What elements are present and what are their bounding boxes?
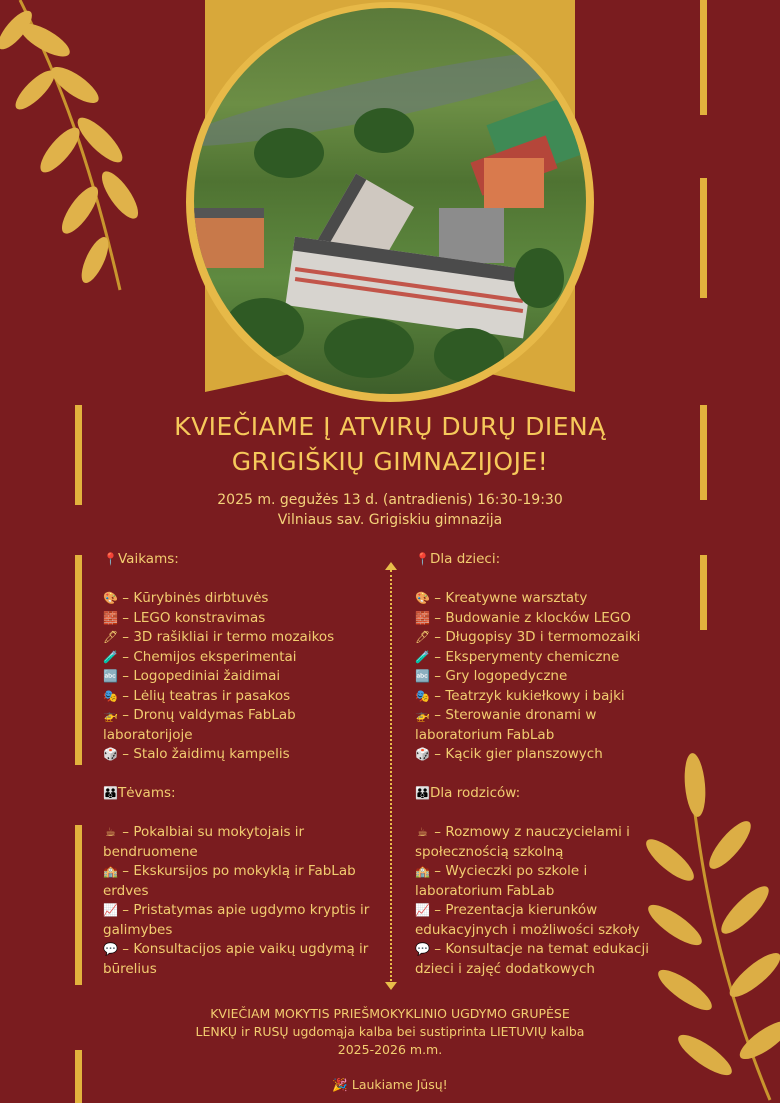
item-icon: 🔤 <box>415 669 430 683</box>
item-icon: 💬 <box>415 942 430 956</box>
left-column <box>103 550 373 979</box>
decor-bar <box>75 555 82 765</box>
item-text: – Eksperymenty chemiczne <box>434 648 620 665</box>
decor-bar <box>700 555 707 630</box>
item-text: – Budowanie z klocków LEGO <box>434 609 631 626</box>
item-text: – Chemijos eksperimentai <box>122 648 297 665</box>
item-icon: 🎨 <box>415 591 430 605</box>
closing-line: 🎉 Laukiame Jūsų! <box>332 1077 448 1092</box>
pin-icon: 📍 <box>415 552 430 566</box>
parents-heading-lt: 👪Tėvams: <box>103 784 373 804</box>
item-text: – Sterowanie dronami w laboratorium FabLab <box>415 707 597 743</box>
decor-bar <box>700 0 707 115</box>
item-text: – Wycieczki po szkole i laboratorium FabLab <box>415 863 588 899</box>
list-item <box>415 609 660 629</box>
item-text: – Konsultacje na temat edukacji dzieci i zajęć dodatkowych <box>415 941 649 977</box>
item-text: – 3D rašikliai ir termo mozaikos <box>122 629 335 645</box>
location: Vilniaus sav. Grigiskiu gimnazija <box>277 512 503 528</box>
arrow-up-icon <box>385 562 397 570</box>
item-icon: 🖊 <box>103 630 119 644</box>
item-text: – Ekskursijos po mokyklą ir FabLab erdves <box>103 863 356 899</box>
item-text: – LEGO konstravimas <box>122 609 266 626</box>
item-icon: 🎲 <box>415 747 430 761</box>
item-text: – Pokalbiai su mokytojais ir bendruomene <box>103 824 305 860</box>
item-text: – Długopisy 3D i termomozaiki <box>434 629 641 645</box>
list-item <box>103 706 373 745</box>
family-icon: 👪 <box>415 786 430 800</box>
item-icon: ☕ <box>417 825 428 839</box>
list-item <box>415 862 660 901</box>
item-icon: 🚁 <box>415 708 430 722</box>
item-icon: 💬 <box>103 942 118 956</box>
list-item <box>415 745 660 765</box>
item-text: – Dronų valdymas FabLab laboratorijoje <box>103 707 296 743</box>
list-item <box>415 628 660 648</box>
item-icon: 🎭 <box>415 688 430 703</box>
list-item <box>415 589 660 609</box>
item-text: – Pristatymas apie ugdymo kryptis ir galimybes <box>103 902 370 938</box>
list-item <box>415 940 660 979</box>
footer-line2: LENKŲ ir RUSŲ ugdomąja kalba bei sustiprinta LIETUVIŲ kalba <box>195 1024 585 1039</box>
decor-bar <box>75 825 82 985</box>
page-title-line1: KVIEČIAME Į ATVIRŲ DURŲ DIENĄ <box>174 412 606 441</box>
list-item <box>103 862 373 901</box>
page-title-line2: GRIGIŠKIŲ GIMNAZIJOJE! <box>231 447 549 476</box>
list-item <box>415 667 660 687</box>
item-text: – Stalo žaidimų kampelis <box>122 746 290 762</box>
item-text: – Konsultacijos apie vaikų ugdymą ir būrelius <box>103 941 369 977</box>
footer-line3: 2025-2026 m.m. <box>337 1042 443 1057</box>
list-item <box>103 609 373 629</box>
parents-heading-pl: 👪Dla rodziców: <box>415 784 660 804</box>
decor-bar <box>700 178 707 298</box>
item-text: – Rozmowy z nauczycielami i społecznością szkolną <box>415 824 630 860</box>
kids-heading-lt: 📍Vaikams: <box>103 550 373 570</box>
list-item <box>415 687 660 707</box>
family-icon: 👪 <box>103 786 118 800</box>
item-text: – Logopediniai žaidimai <box>122 668 281 684</box>
right-column <box>415 550 660 979</box>
pin-icon: 📍 <box>103 552 118 566</box>
item-text: – Gry logopedyczne <box>434 668 568 684</box>
item-icon: 📈 <box>415 903 430 917</box>
item-text: – Kącik gier planszowych <box>434 746 603 762</box>
item-text: – Teatrzyk kukiełkowy i bajki <box>434 687 625 704</box>
list-item <box>103 648 373 668</box>
item-icon: 🏫 <box>103 864 118 878</box>
item-icon: 🏫 <box>415 864 430 878</box>
item-icon: 🚁 <box>103 708 118 722</box>
item-icon: 🎨 <box>103 591 118 605</box>
leaf-branch-top-left-icon <box>0 0 150 300</box>
party-icon: 🎉 <box>332 1077 348 1092</box>
list-item <box>415 706 660 745</box>
item-icon: ☕ <box>105 825 116 839</box>
list-item <box>103 687 373 707</box>
kids-heading-pl: 📍Dla dzieci: <box>415 550 660 570</box>
list-item <box>103 589 373 609</box>
item-icon: 🧪 <box>415 649 430 664</box>
list-item <box>103 628 373 648</box>
list-item <box>415 901 660 940</box>
item-icon: 🎲 <box>103 747 118 761</box>
column-divider <box>390 570 392 985</box>
item-icon: 🧱 <box>415 610 430 625</box>
item-text: – Lėlių teatras ir pasakos <box>122 687 291 704</box>
item-icon: 🔤 <box>103 669 118 683</box>
footer-line1: KVIEČIAM MOKYTIS PRIEŠMOKYKLINIO UGDYMO GRUPĖSE <box>210 1006 570 1021</box>
list-item <box>103 940 373 979</box>
list-item <box>103 901 373 940</box>
school-aerial-photo <box>194 8 586 394</box>
list-item <box>415 648 660 668</box>
item-icon: 🧪 <box>103 649 118 664</box>
list-item <box>103 667 373 687</box>
arrow-down-icon <box>385 982 397 990</box>
list-item <box>103 823 373 862</box>
date-time: 2025 m. gegužės 13 d. (antradienis) 16:30-19:30 <box>217 492 563 508</box>
item-icon: 🖊 <box>415 630 431 644</box>
item-text: – Kreatywne warsztaty <box>434 590 588 606</box>
list-item <box>415 823 660 862</box>
list-item <box>103 745 373 765</box>
item-icon: 🧱 <box>103 610 118 625</box>
item-icon: 🎭 <box>103 688 118 703</box>
item-text: – Kūrybinės dirbtuvės <box>122 590 269 606</box>
item-icon: 📈 <box>103 903 118 917</box>
item-text: – Prezentacja kierunków edukacyjnych i możliwości szkoły <box>415 902 640 938</box>
